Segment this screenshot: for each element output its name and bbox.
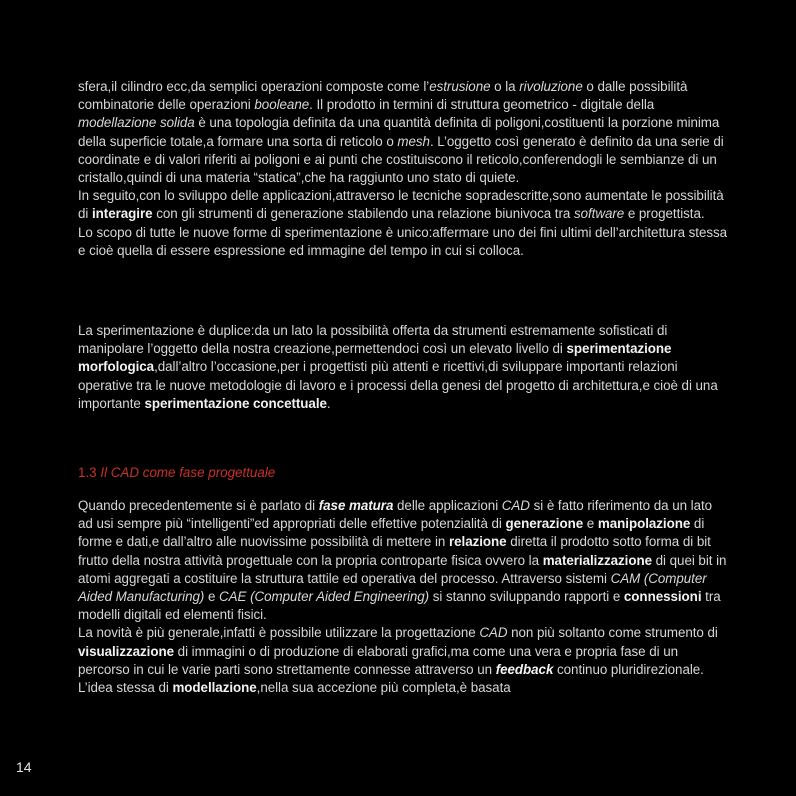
- section3-run: La novità è più generale,infatti è possibile utilizzare la progettazione: [78, 625, 480, 641]
- section2-run: La sperimentazione è duplice:da un lato la possibilità offerta da strumenti estremamente sofisticati di manipolare l’oggetto della nostra creazione,permettendoci così un elevato livello di: [78, 323, 668, 357]
- paragraph-block-3: [78, 497, 728, 697]
- section3-run: CAD: [479, 625, 508, 641]
- paragraph-block-2: [78, 322, 728, 413]
- section3-run: CAD: [501, 498, 530, 513]
- section1-run: . L’oggetto così generato è definito da una serie di coordinate e di valori riferiti ai poligoni e ai punti che costituiscono il reticolo,conferendogli le sembianze di un cristallo,quindi di una materia “statica”,che ha raggiunto uno stato di quiete.: [78, 133, 724, 186]
- section3-run: relazione: [448, 534, 507, 550]
- heading-run: Il CAD come fase progettuale: [100, 465, 276, 480]
- section3-run: non più soltanto come strumento di: [507, 625, 718, 641]
- section1-run: In seguito,con lo sviluppo delle applicazioni,attraverso le tecniche sopradescritte,sono aumentate le possibilità di: [78, 188, 724, 222]
- section1-run: software: [573, 206, 625, 222]
- section1-run: o la: [490, 79, 520, 94]
- section1-run: . Il prodotto in termini di struttura geometrico - digitale della: [309, 97, 655, 113]
- section3-run: fase matura: [318, 498, 394, 513]
- section1-run: estrusione: [429, 79, 491, 94]
- section3-run: connessioni: [623, 589, 702, 605]
- section3-run: CAE (Computer Aided Engineering): [219, 589, 430, 605]
- section1-run: Lo scopo di tutte le nuove forme di sperimentazione è unico:affermare uno dei fini ultimi dell’architettura stessa e cioè quella di essere espressione ed immagine del tempo in cui si colloca.: [78, 224, 728, 258]
- section1-run: booleane: [254, 97, 310, 113]
- section1-run: mesh: [397, 133, 430, 149]
- section1-run: rivoluzione: [519, 79, 583, 94]
- section3-run: manipolazione: [597, 516, 691, 532]
- section2-run: ,dall’altro l’occasione,per i progettisti più attenti e ricettivi,di sviluppare importanti relazioni operative tra le nuove metodologie di lavoro e i processi della genesi del progetto di architettura,e cioè di una importante: [78, 359, 718, 411]
- section2-run: sperimentazione concettuale: [144, 395, 327, 411]
- section3-run: di quei bit in atomi aggregati a costituire la struttura tattile ed operativa del processo. Attraverso sistemi: [78, 552, 727, 586]
- section3-run: ,nella sua accezione più completa,è basata: [256, 680, 511, 696]
- section1-run: e progettista.: [624, 206, 705, 222]
- section1-run: è una topologia definita da una quantità definita di poligoni,costituenti la porzione minima della superficie totale,a formare una sorta di reticolo o: [78, 115, 720, 149]
- section2-run: .: [326, 395, 331, 411]
- section3-run: di forme e dati,e dall’altro alle nuovissime possibilità di mettere in: [78, 516, 705, 550]
- section3-run: e: [583, 516, 598, 532]
- section3-run: tra modelli digitali ed elementi fisici.: [78, 589, 721, 623]
- section3-run: e: [204, 589, 220, 605]
- section3-run: Quando precedentemente si è parlato di: [78, 498, 319, 513]
- heading-run: 1.3: [78, 465, 101, 480]
- section3-run: di immagini o di produzione di elaborati grafici,ma come una vera e propria fase di un percorso in cui le varie parti sono strettamente connesse attraverso un: [78, 643, 679, 677]
- page-number: 14: [16, 759, 32, 775]
- section3-run: materializzazione: [542, 552, 652, 568]
- section3-run: diretta il prodotto sotto forma di bit frutto della nostra attività progettuale con la propria controparte fisica ovvero la: [78, 534, 711, 568]
- section1-run: o dalle possibilità combinatorie delle operazioni: [78, 79, 688, 113]
- section2-run: sperimentazione morfologica: [78, 341, 672, 375]
- section3-run: continuo pluridirezionale. L’idea stessa di: [78, 661, 704, 696]
- section1-run: sfera,il cilindro ecc,da semplici operazioni composte come l’: [78, 79, 430, 94]
- section1-run: modellazione solida: [78, 115, 195, 131]
- section3-run: si è fatto riferimento da un lato ad usi sempre più “intelligenti”ed appropriati delle effettive potenzialità di: [78, 498, 713, 532]
- section3-run: si stanno sviluppando rapporti e: [429, 589, 624, 605]
- section-heading: [78, 464, 275, 482]
- section3-run: CAM (Computer Aided Manufacturing): [78, 570, 707, 605]
- section3-run: feedback: [495, 661, 554, 677]
- section1-run: con gli strumenti di generazione stabilendo una relazione biunivoca tra: [152, 206, 574, 222]
- section3-run: visualizzazione: [78, 643, 174, 659]
- section3-run: modellazione: [172, 680, 257, 696]
- paragraph-block-1: [78, 78, 728, 260]
- section1-run: interagire: [92, 206, 153, 222]
- section3-run: delle applicazioni: [393, 498, 502, 513]
- section3-run: generazione: [505, 516, 584, 532]
